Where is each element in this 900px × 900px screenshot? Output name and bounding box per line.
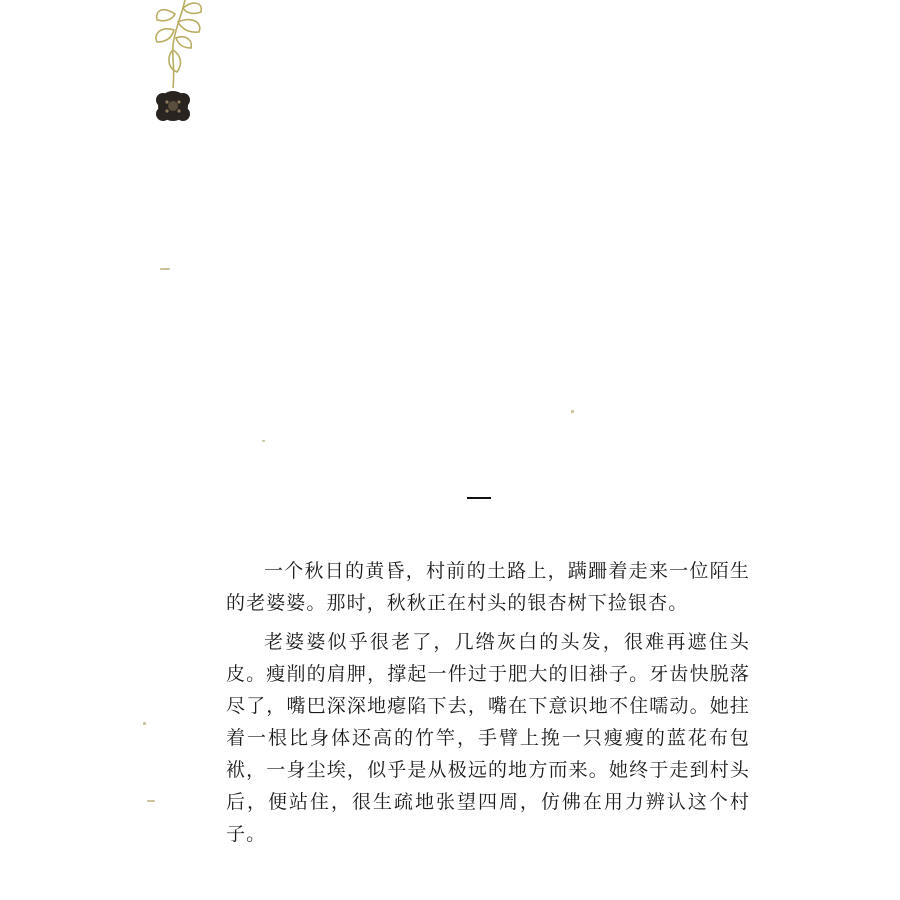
leaf — [169, 50, 181, 72]
scan-speck — [147, 800, 155, 802]
leaf — [176, 37, 191, 48]
paragraph-1: 一个秋日的黄昏，村前的土路上，蹒跚着走来一位陌生的老婆婆。那时，秋秋正在村头的银杏树下捡银杏。 — [226, 560, 750, 614]
leaf-vine-flower-icon — [145, 0, 225, 135]
scan-speck — [262, 440, 265, 442]
body-text — [226, 555, 750, 857]
scan-speck — [160, 268, 170, 270]
leaf — [157, 10, 175, 21]
leaf — [183, 3, 201, 13]
chapter-numeral — [467, 497, 491, 499]
scan-speck — [143, 722, 146, 725]
scan-speck — [571, 410, 574, 413]
leaf — [156, 29, 174, 42]
leaf — [178, 20, 200, 33]
paragraph-2: 老婆婆似乎很老了，几绺灰白的头发，很难再遮住头皮。瘦削的肩胛，撑起一件过于肥大的旧褂子。牙齿快脱落尽了，嘴巴深深地瘪陷下去，嘴在下意识地不住嚅动。她拄着一根比身体还高的竹竿，手臂上挽一只瘦瘦的蓝花布包袱，一身尘埃，似乎是从极远的地方而来。她终于走到村头后，便站住，很生疏地张望四周，仿佛在用力辨认这个村子。 — [226, 631, 750, 845]
flower-icon — [156, 91, 190, 121]
